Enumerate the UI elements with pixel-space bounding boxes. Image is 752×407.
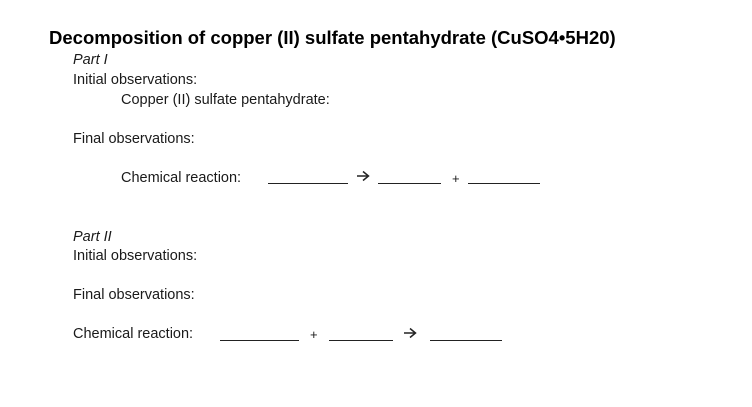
part1-heading: Part I <box>73 52 108 68</box>
right-arrow-icon <box>403 327 417 339</box>
part2-reactant1-blank[interactable] <box>220 340 299 341</box>
part2-plus-sign: + <box>310 327 318 342</box>
part2-product-blank[interactable] <box>430 340 502 341</box>
part1-product2-blank[interactable] <box>468 183 540 184</box>
part1-initial-observations-label: Initial observations: <box>73 72 198 88</box>
part2-final-observations-label: Final observations: <box>73 287 195 303</box>
part2-heading: Part II <box>73 229 112 245</box>
page-title: Decomposition of copper (II) sulfate pentahydrate (CuSO4•5H20) <box>49 27 616 48</box>
part1-reactant-blank[interactable] <box>268 183 348 184</box>
part1-substance-label: Copper (II) sulfate pentahydrate: <box>121 92 330 108</box>
part2-reactant2-blank[interactable] <box>329 340 393 341</box>
right-arrow-icon <box>356 170 370 182</box>
part2-initial-observations-label: Initial observations: <box>73 248 198 264</box>
part1-plus-sign: + <box>452 171 460 186</box>
part1-chemical-reaction-label: Chemical reaction: <box>121 170 242 186</box>
part1-product1-blank[interactable] <box>378 183 441 184</box>
part2-chemical-reaction-label: Chemical reaction: <box>73 326 194 342</box>
part1-final-observations-label: Final observations: <box>73 131 195 147</box>
